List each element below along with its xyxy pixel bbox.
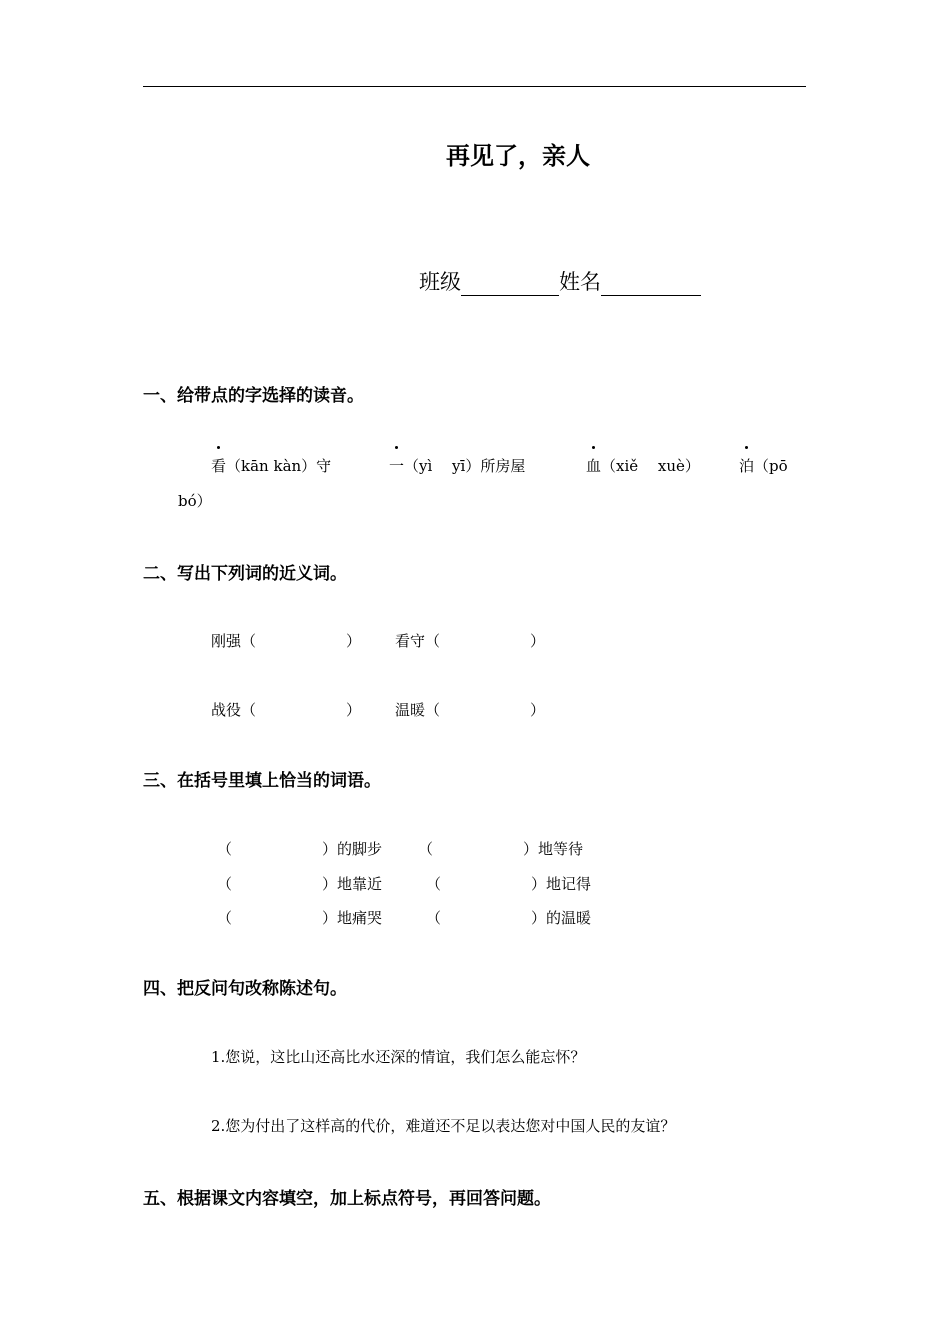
name-blank[interactable] xyxy=(601,271,701,296)
header-rule xyxy=(143,86,806,87)
pinyin-item-3 xyxy=(586,455,700,476)
fill-item: （ ）地痛哭 xyxy=(217,909,383,927)
synonym-item: 看守（ ） xyxy=(395,632,546,650)
question-item: 1.您说，这比山还高比水还深的情谊，我们怎么能忘怀？ xyxy=(211,1048,586,1066)
section-2-heading: 二、写出下列词的近义词。 xyxy=(143,564,347,584)
fill-item: （ ）地等待 xyxy=(418,840,584,858)
section-4-heading: 四、把反问句改称陈述句。 xyxy=(143,979,347,999)
pinyin-options: （pō xyxy=(754,457,788,475)
synonym-item: 温暖（ ） xyxy=(395,701,546,719)
dotted-char: 看 xyxy=(211,457,227,475)
question-item: 2.您为付出了这样高的代价，难道还不足以表达您对中国人民的友谊？ xyxy=(211,1117,676,1135)
pinyin-options: （kān kàn）守 xyxy=(226,457,332,475)
dotted-char: 一 xyxy=(389,457,405,475)
fill-item: （ ）地记得 xyxy=(426,875,592,893)
section-3-heading: 三、在括号里填上恰当的词语。 xyxy=(143,771,381,791)
dotted-char: 血 xyxy=(586,457,602,475)
class-blank[interactable] xyxy=(461,271,559,296)
pinyin-item-4-wrap: bó） xyxy=(178,492,212,510)
section-1-heading: 一、给带点的字选择的读音。 xyxy=(143,386,364,406)
fill-item: （ ）的脚步 xyxy=(217,840,383,858)
pinyin-item-1 xyxy=(211,455,331,476)
synonym-item: 战役（ ） xyxy=(211,701,362,719)
section-5-heading: 五、根据课文内容填空，加上标点符号，再回答问题。 xyxy=(143,1189,551,1209)
pinyin-options: （xiě xuè） xyxy=(601,457,700,475)
class-label: 班级 xyxy=(419,270,461,294)
page-title: 再见了，亲人 xyxy=(446,142,590,170)
name-label: 姓名 xyxy=(559,270,601,294)
pinyin-options: （yì yī）所房屋 xyxy=(404,457,526,475)
synonym-item: 刚强（ ） xyxy=(211,632,362,650)
dotted-char: 泊 xyxy=(739,457,755,475)
fill-item: （ ）的温暖 xyxy=(426,909,592,927)
fill-item: （ ）地靠近 xyxy=(217,875,383,893)
student-info-line xyxy=(419,266,701,296)
pinyin-item-2 xyxy=(389,455,525,476)
pinyin-item-4 xyxy=(739,455,788,476)
